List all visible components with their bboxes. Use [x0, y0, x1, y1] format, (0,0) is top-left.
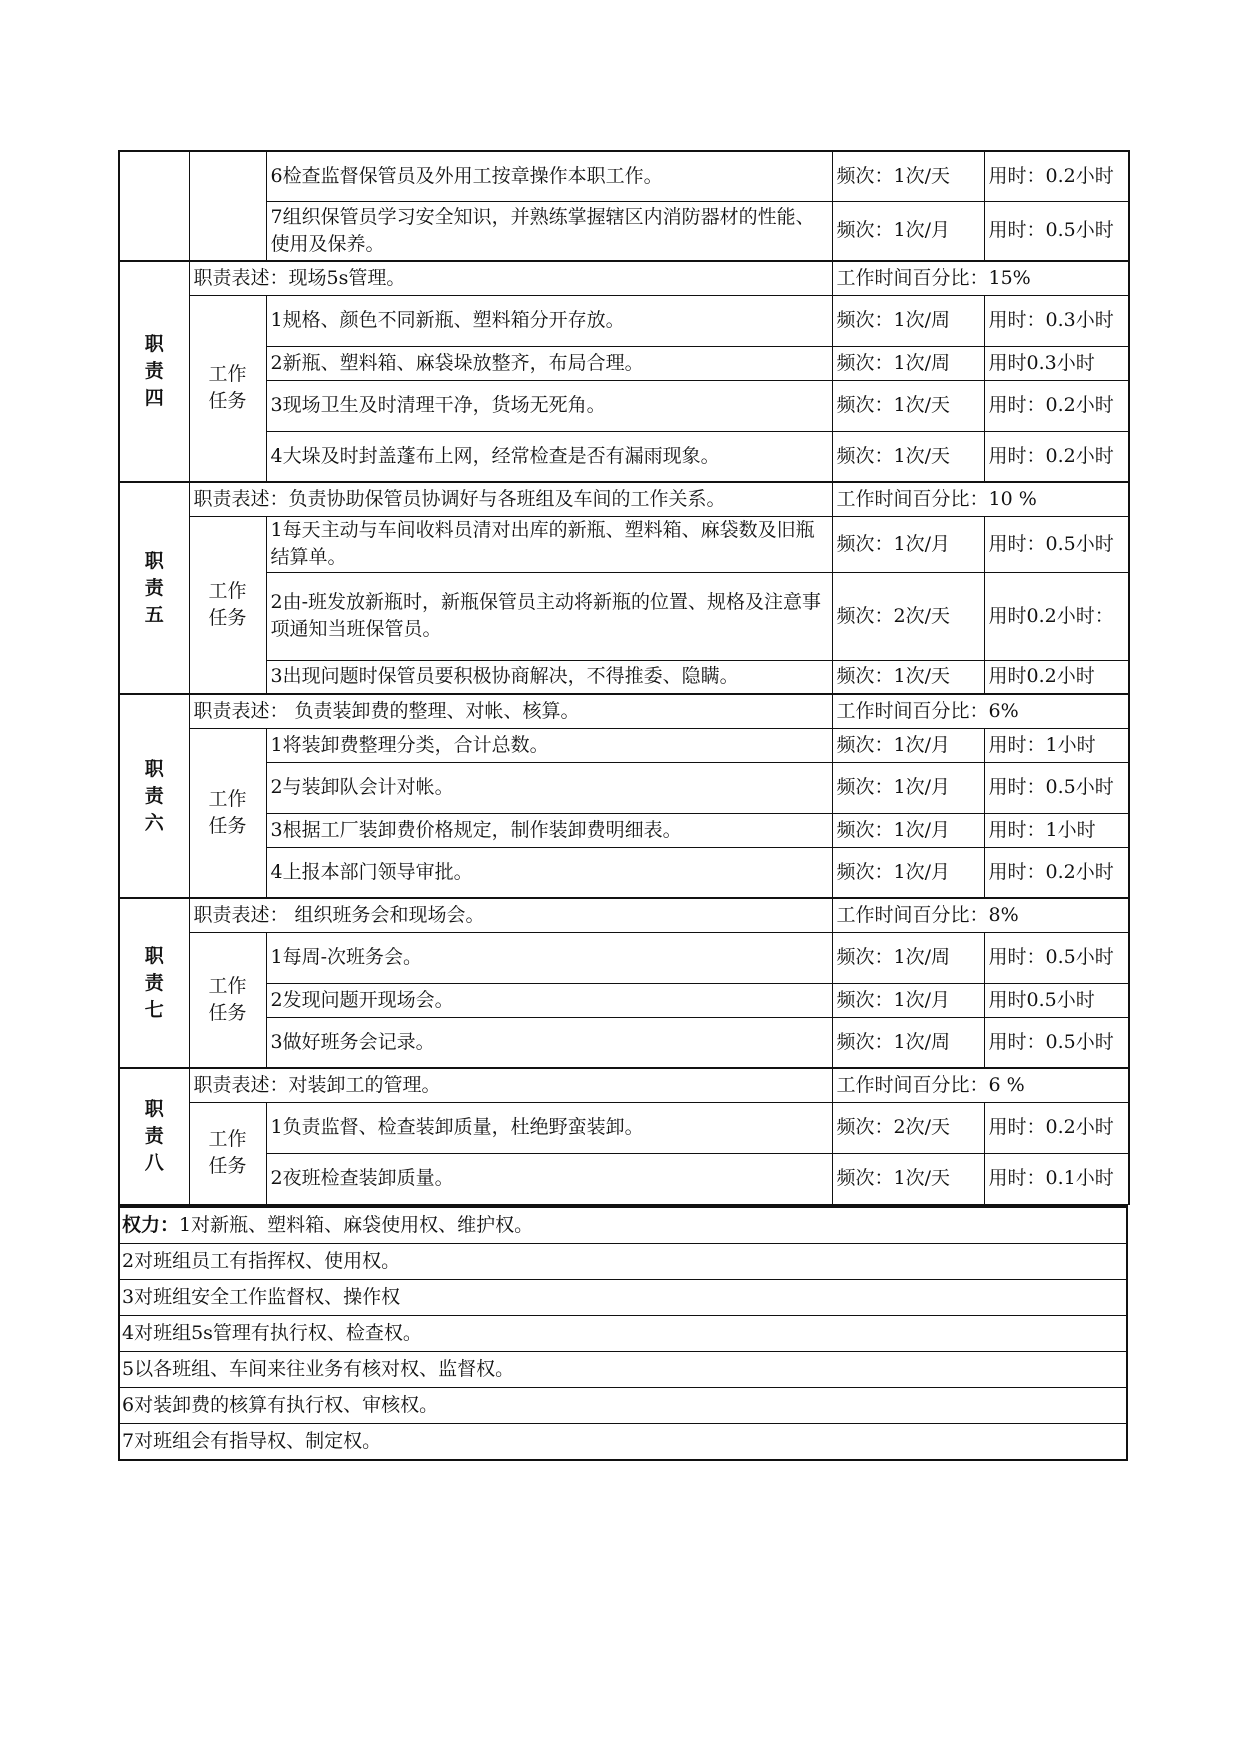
- time-percentage: 工作时间百分比：8%: [832, 898, 1129, 932]
- section-title: [119, 482, 189, 694]
- task-duration: 用时：0.1小时: [984, 1153, 1129, 1204]
- task-label: [189, 728, 266, 898]
- task-text: 1将装卸费整理分类，合计总数。: [266, 728, 832, 762]
- power-text: 4对班组5s管理有执行权、检查权。: [122, 1321, 422, 1344]
- task-duration: 用时：0.5小时: [984, 516, 1129, 572]
- section-name: 职责五: [144, 549, 164, 626]
- section-title: [119, 261, 189, 482]
- task-frequency: 频次：1次/月: [832, 762, 984, 813]
- task-text: 1每周-次班务会。: [266, 932, 832, 983]
- task-frequency: 频次：1次/周: [832, 1017, 984, 1068]
- task-text: 3根据工厂装卸费价格规定，制作装卸费明细表。: [266, 813, 832, 847]
- task-text: 6检查监督保管员及外用工按章操作本职工作。: [266, 151, 832, 201]
- duty-document: [118, 150, 1128, 1461]
- section-title: [119, 898, 189, 1068]
- task-text: 2发现问题开现场会。: [266, 983, 832, 1017]
- power-item: [119, 1387, 1127, 1423]
- power-row: [119, 1351, 1127, 1387]
- table-row: [119, 762, 1129, 813]
- table-row: [119, 847, 1129, 898]
- task-text: 3出现问题时保管员要积极协商解决，不得推委、隐瞒。: [266, 660, 832, 694]
- task-label: [189, 516, 266, 694]
- task-frequency: 频次：2次/天: [832, 572, 984, 660]
- task-text: 1每天主动与车间收料员清对出库的新瓶、塑料箱、麻袋数及旧瓶结算单。: [266, 516, 832, 572]
- task-duration: 用时：0.5小时: [984, 1017, 1129, 1068]
- table-row: [119, 431, 1129, 482]
- task-duration: 用时0.2小时：: [984, 572, 1129, 660]
- duty-description: 职责表述： 组织班务会和现场会。: [189, 898, 832, 932]
- power-item: [119, 1315, 1127, 1351]
- power-row: [119, 1279, 1127, 1315]
- task-duration: 用时：1小时: [984, 728, 1129, 762]
- powers-label: 权力：: [122, 1213, 180, 1236]
- task-label: [189, 295, 266, 482]
- power-row: [119, 1387, 1127, 1423]
- task-text: 2由-班发放新瓶时，新瓶保管员主动将新瓶的位置、规格及注意事项通知当班保管员。: [266, 572, 832, 660]
- task-duration: 用时：0.2小时: [984, 380, 1129, 431]
- task-frequency: 频次：1次/天: [832, 151, 984, 201]
- power-text: 3对班组安全工作监督权、操作权: [122, 1285, 401, 1308]
- duty-description: 职责表述： 负责装卸费的整理、对帐、核算。: [189, 694, 832, 728]
- section-description-row: [119, 694, 1129, 728]
- power-text: 5以各班组、车间来往业务有核对权、监督权。: [122, 1357, 515, 1380]
- task-frequency: 频次：1次/天: [832, 431, 984, 482]
- task-duration: 用时：0.2小时: [984, 1102, 1129, 1153]
- power-item: [119, 1423, 1127, 1460]
- section-description-row: [119, 898, 1129, 932]
- task-text: 2夜班检查装卸质量。: [266, 1153, 832, 1204]
- task-frequency: 频次：1次/月: [832, 983, 984, 1017]
- power-item: [119, 1243, 1127, 1279]
- section-description-row: [119, 261, 1129, 295]
- task-text: 3做好班务会记录。: [266, 1017, 832, 1068]
- table-row: [119, 660, 1129, 694]
- section-name: 职责四: [144, 333, 164, 409]
- power-item: [119, 1279, 1127, 1315]
- table-row: [119, 983, 1129, 1017]
- task-frequency: 频次：1次/周: [832, 295, 984, 346]
- table-row: [119, 1102, 1129, 1153]
- task-text: 2与装卸队会计对帐。: [266, 762, 832, 813]
- task-text: 4上报本部门领导审批。: [266, 847, 832, 898]
- section-name: 职责八: [144, 1097, 164, 1174]
- task-frequency: 频次：1次/天: [832, 1153, 984, 1204]
- task-frequency: 频次：1次/月: [832, 201, 984, 261]
- task-text: 4大垛及时封盖蓬布上网，经常检查是否有漏雨现象。: [266, 431, 832, 482]
- task-frequency: 频次：1次/周: [832, 346, 984, 380]
- task-duration: 用时0.5小时: [984, 983, 1129, 1017]
- task-label-text: 工作任务: [208, 974, 247, 1024]
- table-row: [119, 380, 1129, 431]
- power-row: [119, 1423, 1127, 1460]
- powers-table: [118, 1205, 1128, 1461]
- task-frequency: 频次：1次/天: [832, 660, 984, 694]
- task-frequency: 频次：1次/月: [832, 813, 984, 847]
- section-description-row: [119, 1068, 1129, 1102]
- power-row: [119, 1243, 1127, 1279]
- duty-description: 职责表述：对装卸工的管理。: [189, 1068, 832, 1102]
- task-duration: 用时：1小时: [984, 813, 1129, 847]
- task-text: 1负责监督、检查装卸质量，杜绝野蛮装卸。: [266, 1102, 832, 1153]
- table-row: [119, 932, 1129, 983]
- section-cell-continued: [119, 151, 189, 261]
- task-text: 1规格、颜色不同新瓶、塑料箱分开存放。: [266, 295, 832, 346]
- table-row: [119, 201, 1129, 261]
- time-percentage: 工作时间百分比：6 %: [832, 1068, 1129, 1102]
- section-title: [119, 1068, 189, 1204]
- task-duration: 用时：0.5小时: [984, 762, 1129, 813]
- table-row: [119, 151, 1129, 201]
- task-label: [189, 932, 266, 1068]
- task-duration: 用时：0.5小时: [984, 201, 1129, 261]
- power-text: 2对班组员工有指挥权、使用权。: [122, 1249, 401, 1272]
- task-duration: 用时0.2小时: [984, 660, 1129, 694]
- task-label: [189, 1102, 266, 1204]
- task-label-cell-continued: [189, 151, 266, 261]
- task-frequency: 频次：1次/周: [832, 932, 984, 983]
- time-percentage: 工作时间百分比：15%: [832, 261, 1129, 295]
- power-text: 1对新瓶、塑料箱、麻袋使用权、维护权。: [179, 1213, 534, 1236]
- power-item: [119, 1351, 1127, 1387]
- task-duration: 用时：0.2小时: [984, 847, 1129, 898]
- time-percentage: 工作时间百分比：10 %: [832, 482, 1129, 516]
- task-duration: 用时0.3小时: [984, 346, 1129, 380]
- task-text: 3现场卫生及时清理干净，货场无死角。: [266, 380, 832, 431]
- power-item: [119, 1206, 1127, 1243]
- task-frequency: 频次：1次/天: [832, 380, 984, 431]
- section-title: [119, 694, 189, 898]
- task-frequency: 频次：1次/月: [832, 516, 984, 572]
- task-text: 7组织保管员学习安全知识，并熟练掌握辖区内消防器材的性能、使用及保养。: [266, 201, 832, 261]
- task-text: 2新瓶、塑料箱、麻袋垛放整齐，布局合理。: [266, 346, 832, 380]
- task-frequency: 频次：2次/天: [832, 1102, 984, 1153]
- table-row: [119, 346, 1129, 380]
- task-duration: 用时：0.2小时: [984, 431, 1129, 482]
- task-label-text: 工作任务: [208, 363, 247, 413]
- table-row: [119, 572, 1129, 660]
- section-description-row: [119, 482, 1129, 516]
- section-name: 职责六: [144, 757, 164, 834]
- table-row: [119, 1017, 1129, 1068]
- duty-description: 职责表述：现场5s管理。: [189, 261, 832, 295]
- task-duration: 用时：0.5小时: [984, 932, 1129, 983]
- table-row: [119, 516, 1129, 572]
- power-text: 6对装卸费的核算有执行权、审核权。: [122, 1393, 439, 1416]
- task-label-text: 工作任务: [208, 579, 247, 629]
- time-percentage: 工作时间百分比：6%: [832, 694, 1129, 728]
- power-row: [119, 1206, 1127, 1243]
- duty-description: 职责表述：负责协助保管员协调好与各班组及车间的工作关系。: [189, 482, 832, 516]
- task-label-text: 工作任务: [208, 787, 247, 837]
- power-row: [119, 1315, 1127, 1351]
- task-frequency: 频次：1次/月: [832, 728, 984, 762]
- table-row: [119, 813, 1129, 847]
- task-duration: 用时：0.2小时: [984, 151, 1129, 201]
- task-duration: 用时：0.3小时: [984, 295, 1129, 346]
- table-row: [119, 1153, 1129, 1204]
- section-name: 职责七: [144, 944, 164, 1021]
- table-row: [119, 728, 1129, 762]
- power-text: 7对班组会有指导权、制定权。: [122, 1429, 382, 1452]
- task-frequency: 频次：1次/月: [832, 847, 984, 898]
- duties-table: [118, 150, 1130, 1205]
- table-row: [119, 295, 1129, 346]
- task-label-text: 工作任务: [208, 1128, 247, 1177]
